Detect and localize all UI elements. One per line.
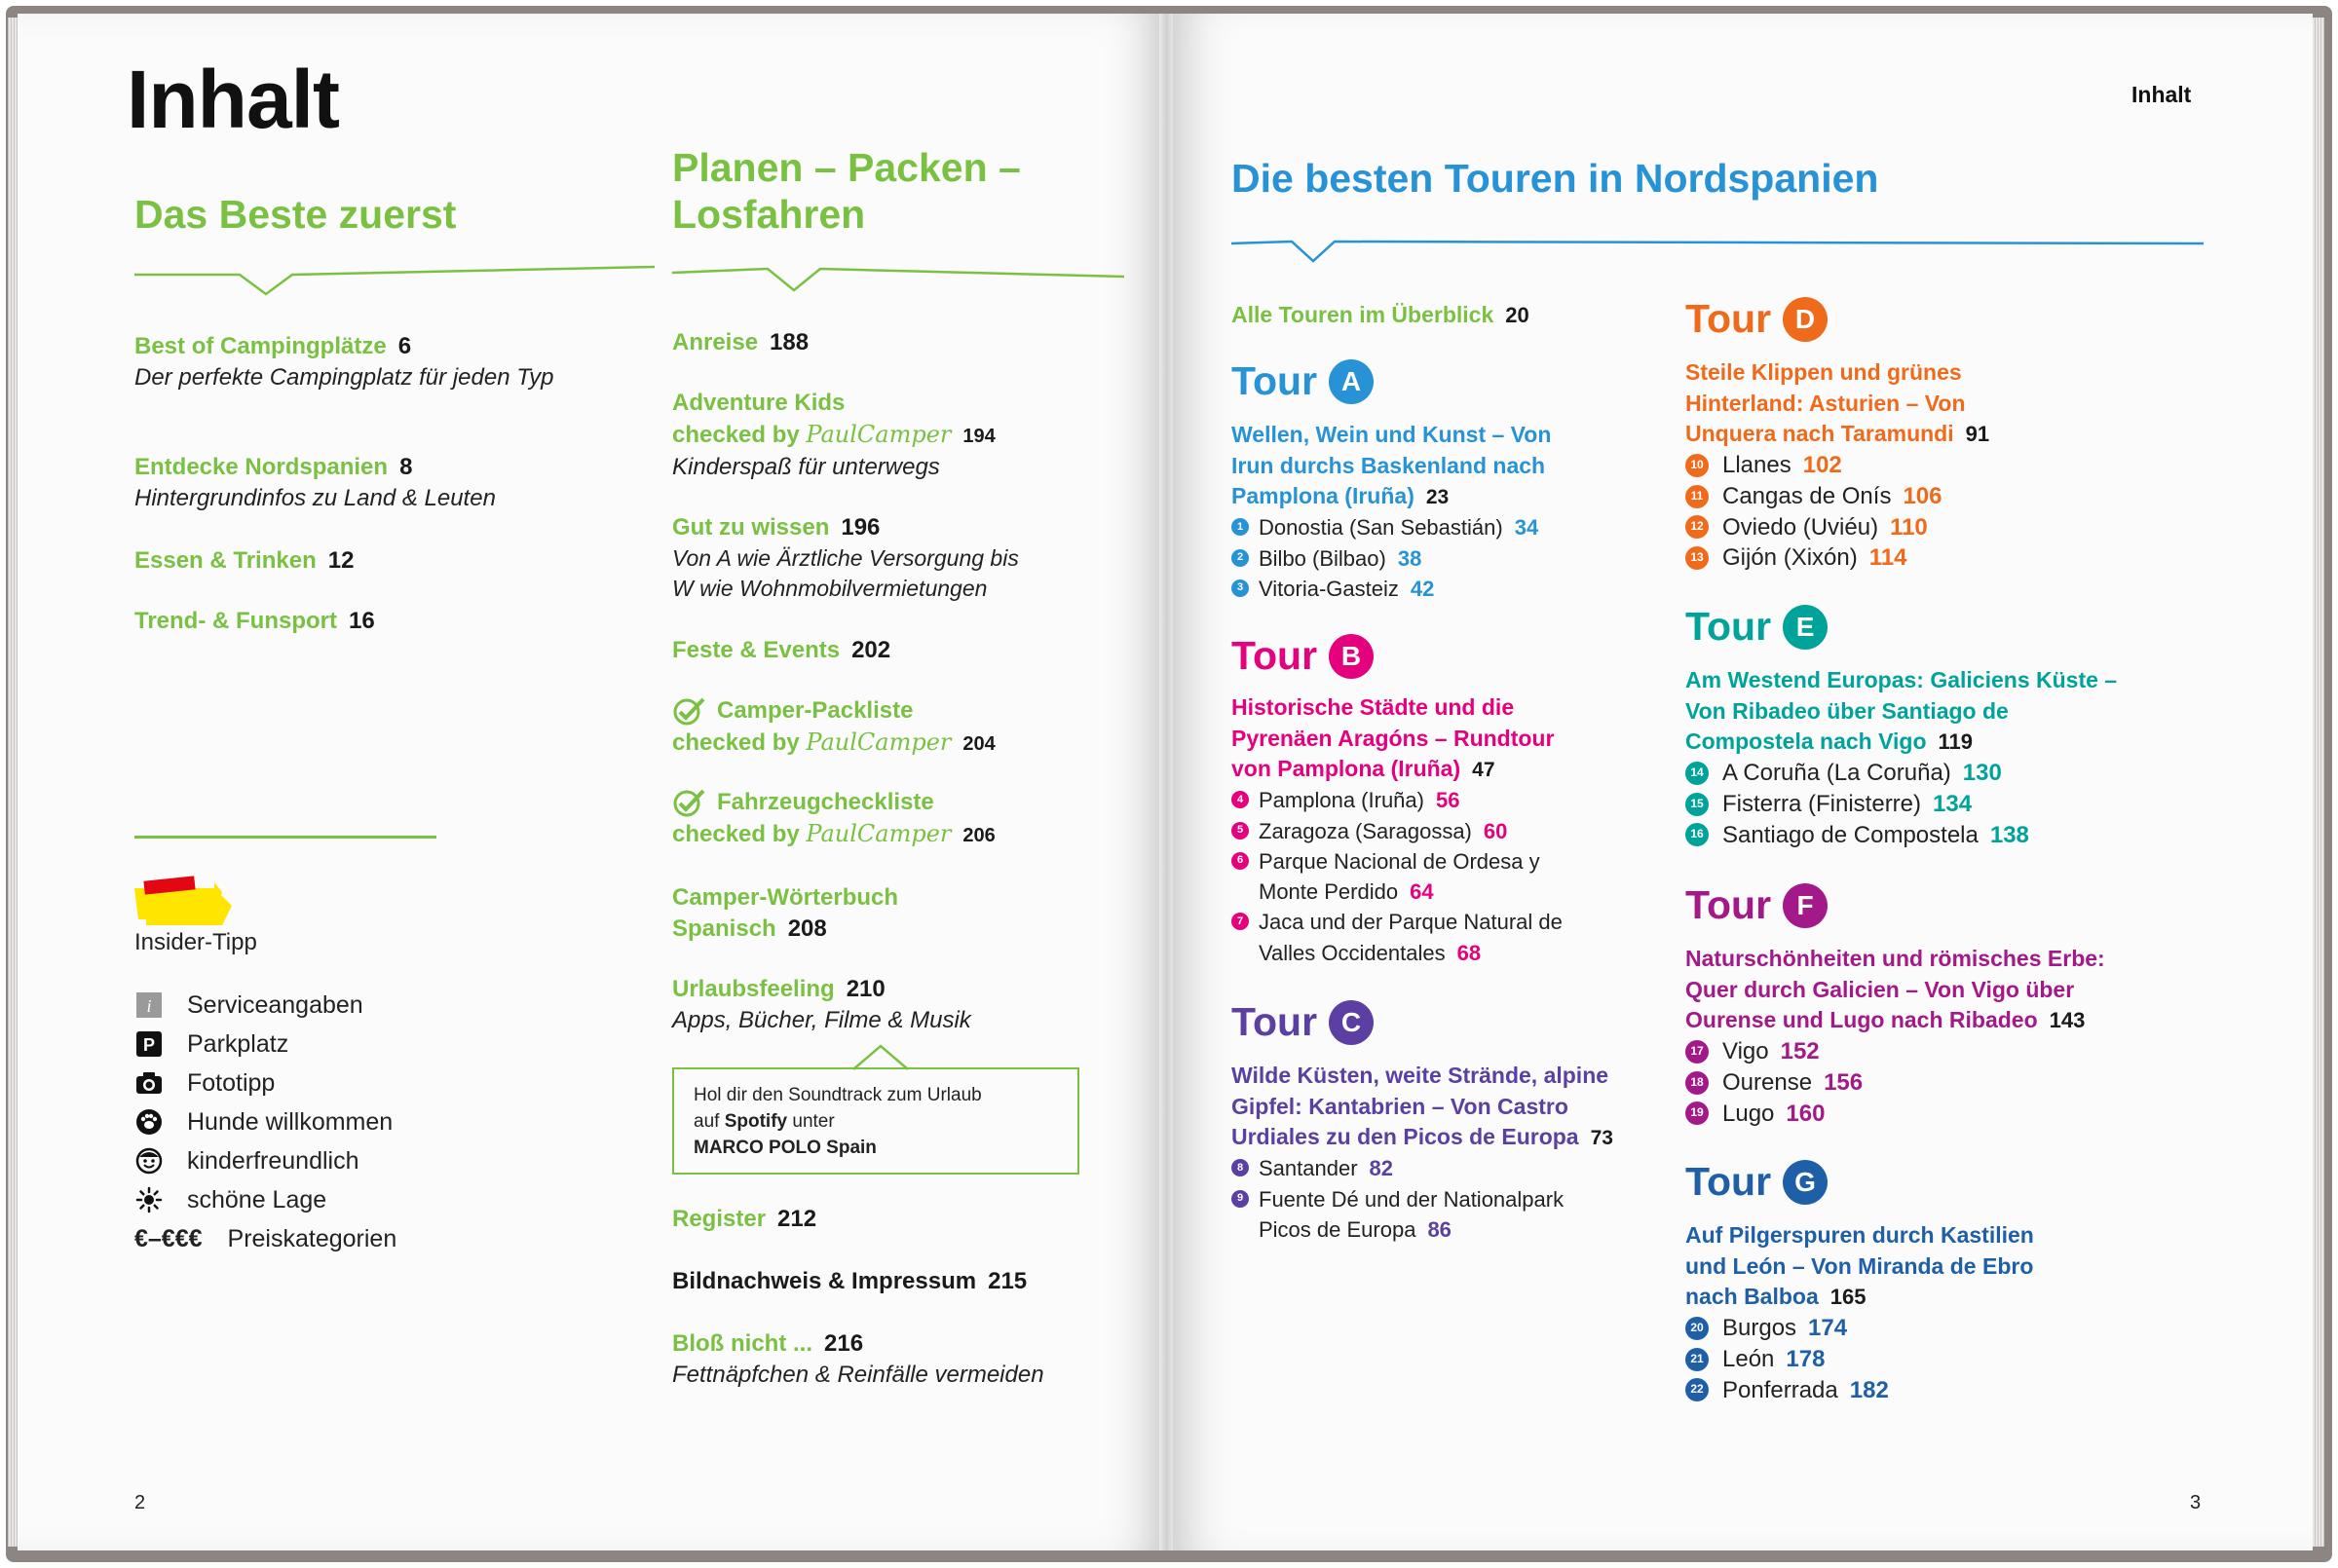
section-heading-planen: Planen – Packen – Losfahren bbox=[672, 145, 1021, 238]
tour-stop[interactable]: 18 Ourense 156 bbox=[1685, 1067, 2270, 1099]
insider-tip-flag-icon bbox=[125, 861, 242, 929]
entry-subtitle: Hintergrundinfos zu Land & Leuten bbox=[134, 485, 496, 512]
tour-stop[interactable]: 9 Fuente Dé und der Nationalpark Picos de Europa 86 bbox=[1231, 1184, 1679, 1245]
tour-stop[interactable]: 16 Santiago de Compostela 138 bbox=[1685, 820, 2270, 851]
tour-stop[interactable]: 21 León 178 bbox=[1685, 1344, 2270, 1375]
entry-best-of-campingplaetze[interactable]: Best of Campingplätze 6 Der perfekte Campingplatz für jeden Typ bbox=[134, 331, 583, 394]
tour-d[interactable]: Tour D Steile Klippen und grünes Hinterland: Asturien – Von Unquera nach Taramundi 91 10 Llanes 102 11 Cangas de Onís 106 12 Oviedo (Uviéu) 110 13 Gijón (Xixón) 114 bbox=[1685, 296, 2231, 574]
page-number-right: 3 bbox=[2190, 1492, 2202, 1513]
legend-divider bbox=[134, 836, 436, 839]
section-heading-touren: Die besten Touren in Nordspanien bbox=[1231, 156, 1879, 201]
tour-stop[interactable]: 3 Vitoria-Gasteiz 42 bbox=[1231, 574, 1640, 604]
svg-text:P: P bbox=[142, 1035, 156, 1055]
tour-stop[interactable]: 13 Gijón (Xixón) 114 bbox=[1685, 542, 2231, 574]
entry-subtitle: Kinderspaß für unterwegs bbox=[672, 453, 940, 480]
legend-list bbox=[134, 986, 396, 1258]
paw-icon bbox=[134, 1107, 164, 1137]
info-icon bbox=[134, 990, 164, 1020]
heading-divider-chevron bbox=[1229, 230, 2207, 273]
tour-e[interactable]: Tour E Am Westend Europas: Galiciens Küste – Von Ribadeo über Santiago de Compostela nach Vigo 119 14 A Coruña (La Coruña) 130 15 Fisterra (Finisterre) 134 16 Santiago de Compostela 138 bbox=[1685, 604, 2270, 850]
tour-stop[interactable]: 1 Donostia (San Sebastián) 34 bbox=[1231, 512, 1640, 542]
tour-stop[interactable]: 20 Burgos 174 bbox=[1685, 1313, 2270, 1344]
camera-icon bbox=[134, 1068, 164, 1098]
sun-icon bbox=[134, 1185, 164, 1214]
tour-g[interactable]: Tour G Auf Pilgerspuren durch Kastilien und León – Von Miranda de Ebro nach Balboa 165 20 Burgos 174 21 León 178 22 Ponferrada 182 bbox=[1685, 1159, 2270, 1405]
tour-stop[interactable]: 8 Santander 82 bbox=[1231, 1153, 1679, 1183]
entry-trend-funsport[interactable]: Trend- & Funsport 16 bbox=[134, 608, 375, 634]
parking-icon bbox=[134, 1029, 164, 1059]
entry-essen-trinken[interactable]: Essen & Trinken 12 bbox=[134, 547, 355, 574]
tour-stop[interactable]: 12 Oviedo (Uviéu) 110 bbox=[1685, 512, 2231, 543]
price-symbol: €–€€€ bbox=[134, 1224, 203, 1252]
tour-stop[interactable]: 6 Parque Nacional de Ordesa y Monte Perdido 64 bbox=[1231, 846, 1660, 907]
legend-item-location: schöne Lage bbox=[134, 1180, 396, 1219]
paulcamper-logo: PaulCamper bbox=[806, 728, 952, 757]
entry-feste-events[interactable]: Feste & Events 202 bbox=[672, 637, 891, 663]
entry-subtitle: Der perfekte Campingplatz für jeden Typ bbox=[134, 364, 554, 392]
tour-b-badge: B bbox=[1329, 634, 1374, 679]
legend-item-parking: P Parkplatz bbox=[134, 1025, 396, 1064]
running-header: Inhalt bbox=[2131, 82, 2192, 107]
entry-alle-touren[interactable]: Alle Touren im Überblick 20 bbox=[1231, 302, 1529, 327]
right-page bbox=[1173, 14, 2313, 1550]
entry-bildnachweis[interactable]: Bildnachweis & Impressum 215 bbox=[672, 1268, 1028, 1294]
tour-a-badge: A bbox=[1329, 359, 1374, 404]
tour-stop[interactable]: 19 Lugo 160 bbox=[1685, 1099, 2270, 1130]
page-title: Inhalt bbox=[127, 54, 339, 145]
paulcamper-logo: PaulCamper bbox=[806, 421, 952, 449]
page-edges-right bbox=[2313, 18, 2324, 1547]
checkmark-icon bbox=[672, 788, 707, 817]
entry-anreise[interactable]: Anreise 188 bbox=[672, 329, 810, 355]
tour-e-badge: E bbox=[1783, 605, 1828, 650]
tour-c[interactable]: Tour C Wilde Küsten, weite Strände, alpine Gipfel: Kantabrien – Von Castro Urdiales zu den Picos de Europa 73 8 Santander 82 9 Fuente Dé und der Nationalpark Picos de Europa 86 bbox=[1231, 999, 1679, 1245]
heading-divider-chevron bbox=[132, 259, 659, 306]
entry-adventure-kids[interactable]: Adventure Kids checked by PaulCamper 194 Kinderspaß für unterwegs bbox=[672, 388, 1101, 483]
legend-item-service: i Serviceangaben bbox=[134, 986, 396, 1025]
tour-a[interactable]: Tour A Wellen, Wein und Kunst – Von Irun durchs Baskenland nach Pamplona (Iruña) 23 1 Donostia (San Sebastián) 34 2 Bilbo (Bilbao) 38 3 Vitoria-Gasteiz 42 bbox=[1231, 358, 1640, 604]
tour-g-badge: G bbox=[1783, 1160, 1828, 1205]
tour-stop[interactable]: 5 Zaragoza (Saragossa) 60 bbox=[1231, 816, 1660, 846]
tour-f[interactable]: Tour F Naturschönheiten und römisches Erbe: Quer durch Galicien – Von Vigo über Ourense und Lugo nach Ribadeo 143 17 Vigo 152 18 Ourense 156 19 Lugo 160 bbox=[1685, 882, 2270, 1129]
entry-register[interactable]: Register 212 bbox=[672, 1206, 817, 1232]
page-number-left: 2 bbox=[134, 1492, 146, 1513]
legend-item-dogs: Hunde willkommen bbox=[134, 1102, 396, 1141]
entry-bloss-nicht[interactable]: Bloß nicht ... 216 Fettnäpfchen & Reinfälle vermeiden bbox=[672, 1328, 1120, 1392]
svg-text:i: i bbox=[146, 996, 152, 1016]
legend-item-photo: Fototipp bbox=[134, 1064, 396, 1102]
left-page bbox=[18, 14, 1165, 1550]
entry-camper-woerterbuch[interactable]: Camper-Wörterbuch Spanisch 208 bbox=[672, 884, 899, 943]
entry-subtitle: Apps, Bücher, Filme & Musik bbox=[672, 1007, 971, 1034]
tour-stop[interactable]: 10 Llanes 102 bbox=[1685, 450, 2231, 481]
tour-stop[interactable]: 22 Ponferrada 182 bbox=[1685, 1375, 2270, 1406]
tour-stop[interactable]: 15 Fisterra (Finisterre) 134 bbox=[1685, 789, 2270, 820]
spotify-label: Spotify bbox=[724, 1110, 788, 1132]
entry-camper-packliste[interactable]: Camper-Packliste checked by PaulCamper 204 bbox=[672, 697, 996, 757]
entry-gut-zu-wissen[interactable]: Gut zu wissen 196 Von A wie Ärztliche Versorgung bis W wie Wohnmobilvermietungen bbox=[672, 514, 1019, 602]
tour-stop[interactable]: 2 Bilbo (Bilbao) 38 bbox=[1231, 543, 1640, 574]
tour-stop[interactable]: 11 Cangas de Onís 106 bbox=[1685, 481, 2231, 512]
paulcamper-logo: PaulCamper bbox=[806, 820, 952, 848]
soundtrack-box: Hol dir den Soundtrack zum Urlaub auf Spotify unter MARCO POLO Spain bbox=[672, 1067, 1079, 1175]
tour-d-badge: D bbox=[1783, 297, 1828, 342]
tour-stop[interactable]: 17 Vigo 152 bbox=[1685, 1036, 2270, 1067]
tour-stop[interactable]: 4 Pamplona (Iruña) 56 bbox=[1231, 785, 1660, 815]
legend-item-kids: kinderfreundlich bbox=[134, 1141, 396, 1180]
tour-f-badge: F bbox=[1783, 883, 1828, 928]
tour-c-badge: C bbox=[1329, 1000, 1374, 1045]
entry-urlaubsfeeling[interactable]: Urlaubsfeeling 210 Apps, Bücher, Filme & Musik bbox=[672, 974, 1101, 1037]
entry-fahrzeugcheckliste[interactable]: Fahrzeugcheckliste checked by PaulCamper 206 bbox=[672, 789, 996, 848]
tour-b[interactable]: Tour B Historische Städte und die Pyrenäen Aragóns – Rundtour von Pamplona (Iruña) 47 4 Pamplona (Iruña) 56 5 Zaragoza (Saragossa) 60 6 Parque Nacional de Ordesa y Monte Perdido 64 7 Jaca und der Parque Natural de Valles Occidentales 68 bbox=[1231, 633, 1660, 968]
legend-item-price: €–€€€ Preiskategorien bbox=[134, 1224, 397, 1252]
tour-stop[interactable]: 7 Jaca und der Parque Natural de Valles Occidentales 68 bbox=[1231, 907, 1660, 967]
legend-insider-tip-label: Insider-Tipp bbox=[134, 929, 257, 955]
entry-entdecke-nordspanien[interactable]: Entdecke Nordspanien 8 Hintergrundinfos zu Land & Leuten bbox=[134, 452, 602, 515]
tour-stop[interactable]: 14 A Coruña (La Coruña) 130 bbox=[1685, 758, 2270, 789]
heading-divider-chevron bbox=[670, 259, 1128, 306]
section-heading-das-beste-zuerst: Das Beste zuerst bbox=[134, 192, 457, 237]
smiley-icon bbox=[134, 1146, 164, 1176]
checkmark-icon bbox=[672, 696, 707, 726]
entry-subtitle: Fettnäpfchen & Reinfälle vermeiden bbox=[672, 1362, 1044, 1389]
